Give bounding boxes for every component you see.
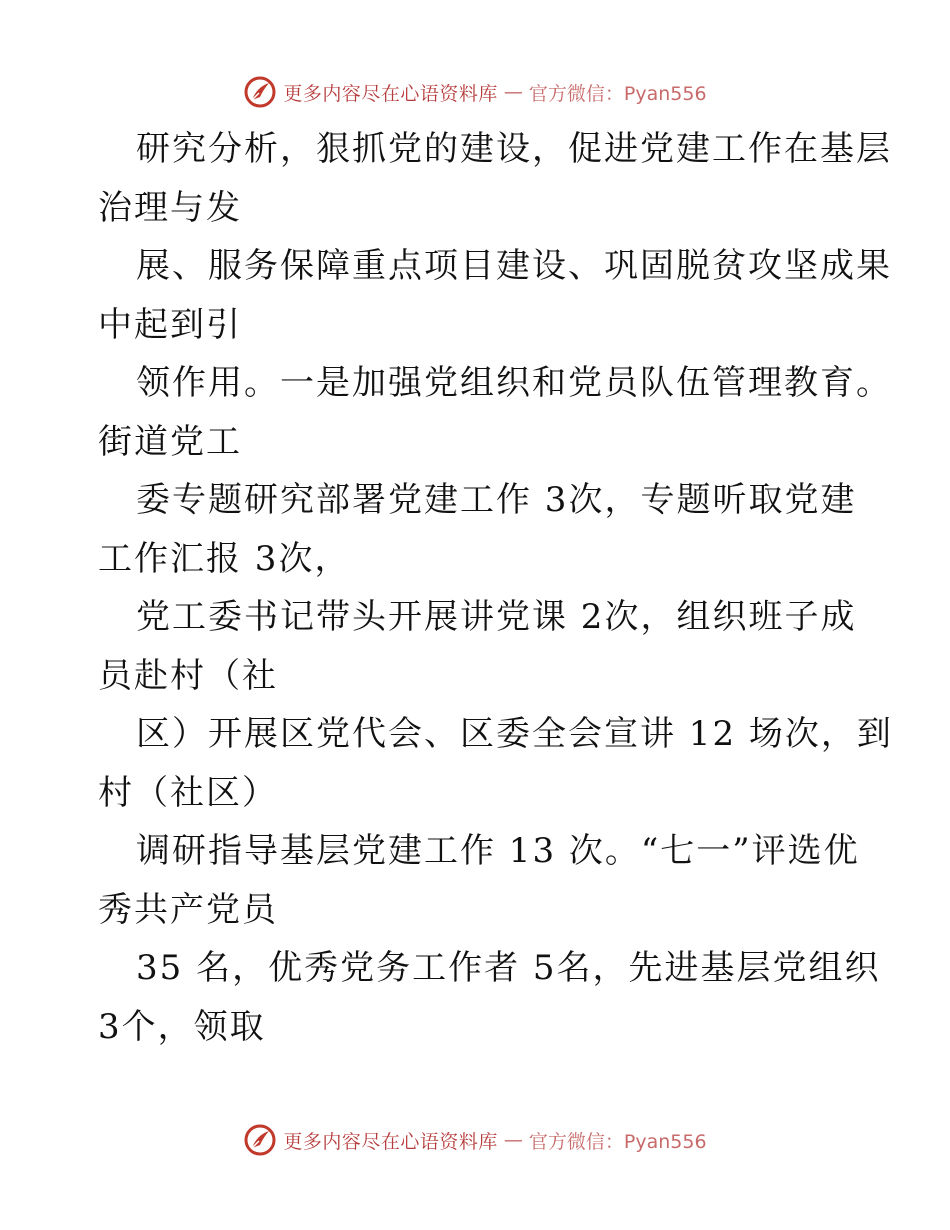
watermark-text: 更多内容尽在心语资料库 bbox=[283, 1130, 498, 1153]
text-line: 委专题研究部署党建工作 3次，专题听取党建 bbox=[136, 480, 857, 520]
header-watermark bbox=[0, 72, 950, 112]
watermark-text: 更多内容尽在心语资料库 bbox=[283, 82, 498, 105]
text-line: 3个，领取 bbox=[98, 1006, 266, 1047]
text-line: 员赴村（社 bbox=[98, 655, 278, 696]
text-line: 工作汇报 3次， bbox=[98, 538, 351, 579]
watermark-wechat: 官方微信：Pyan556 bbox=[528, 1130, 707, 1153]
text-line: 区）开展区党代会、区委全会宣讲 12 场次，到 bbox=[136, 714, 893, 754]
text-line: 35 名，优秀党务工作者 5名，先进基层党组织 bbox=[136, 948, 881, 988]
text-line: 展、服务保障重点项目建设、巩固脱贫攻坚成果 bbox=[136, 246, 892, 286]
watermark-wechat: 官方微信：Pyan556 bbox=[528, 82, 707, 105]
quill-logo-icon bbox=[243, 75, 277, 109]
text-line: 党工委书记带头开展讲党课 2次，组织班子成 bbox=[136, 597, 857, 637]
text-line: 街道党工 bbox=[98, 421, 242, 462]
quill-logo-icon bbox=[243, 1123, 277, 1157]
text-line: 领作用。一是加强党组织和党员队伍管理教育。 bbox=[136, 363, 892, 403]
text-line: 秀共产党员 bbox=[98, 889, 278, 930]
text-line: 村（社区） bbox=[98, 772, 278, 813]
text-line: 研究分析，狠抓党的建设，促进党建工作在基层 bbox=[136, 129, 892, 169]
text-line: 调研指导基层党建工作 13 次。“七一”评选优 bbox=[136, 831, 860, 871]
text-line: 中起到引 bbox=[98, 304, 242, 345]
footer-watermark bbox=[0, 1120, 950, 1160]
text-line: 治理与发 bbox=[98, 187, 242, 228]
document-body bbox=[98, 120, 893, 1056]
watermark-separator: — bbox=[503, 81, 523, 103]
watermark-separator: — bbox=[503, 1129, 523, 1151]
